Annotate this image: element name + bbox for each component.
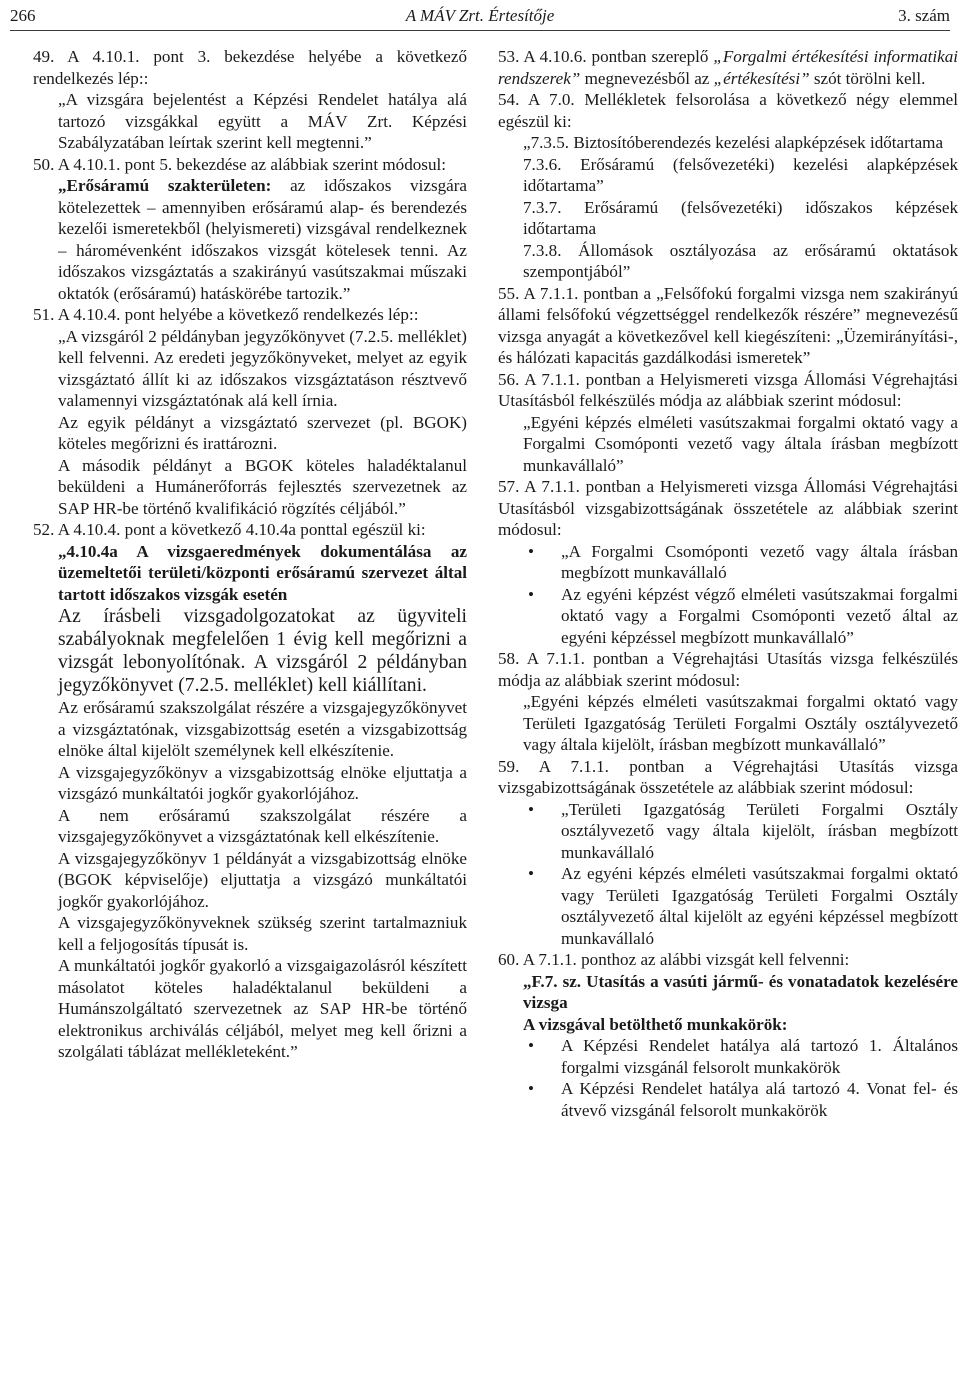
- item-59-bullet-1: [498, 799, 958, 864]
- page-number: 266: [10, 6, 36, 25]
- item-51-text-3: A második példányt a BGOK köteles haladéktalanul beküldeni a Humánerőforrás fejlesztés szervezetnek az SAP HR-be történő kvalifikáció rögzítés céljából.”: [58, 455, 467, 518]
- item-49: 49. A 4.10.1. pont 3. bekezdése helyébe a következő rendelkezés lép::: [33, 47, 467, 88]
- item-54-c: 7.3.7. Erősáramú (felsővezetéki) időszakos képzések időtartama: [523, 197, 958, 238]
- item-52-text-g: A vizsgajegyzőkönyveknek szükség szerint tartalmazniuk kell a feljogosítás típusát is.: [58, 913, 467, 954]
- item-59: 59. A 7.1.1. pontban a Végrehajtási Utasítás vizsga vizsgabizottságának összetétele az alábbiak szerint módosul:: [498, 756, 958, 797]
- item-50-bold-lead: „Erősáramú szakterületen:: [58, 176, 272, 195]
- item-56-text: „Egyéni képzés elméleti vasútszakmai forgalmi oktató vagy a Forgalmi Csomóponti vezető vagy általa írásban megbízott munkavállaló”: [523, 412, 958, 475]
- bullet-text: Az egyéni képzést végző elméleti vasútszakmai forgalmi oktató vagy a Forgalmi Csomóponti vezető által az egyéni képzéssel megbízott munkavállaló”: [561, 584, 958, 647]
- left-column: [33, 46, 467, 1063]
- bullet-text: A Képzési Rendelet hatálya alá tartozó 4. Vonat fel- és átvevő vizsgánál felsorolt munkakörök: [561, 1079, 958, 1120]
- bullet-text: „A Forgalmi Csomóponti vezető vagy általa írásban megbízott munkavállaló: [561, 541, 958, 582]
- bullet-icon: •: [528, 1079, 534, 1098]
- bullet-icon: •: [528, 799, 534, 819]
- item-52-text-c: Az erősáramú szakszolgálat részére a vizsgajegyzőkönyvet a vizsgáztatónak, vizsgabizottság esetén a vizsgabizottság elnöke által kijelölt személynek kell elkészítenie.: [58, 698, 467, 760]
- item-58-text: „Egyéni képzés elméleti vasútszakmai forgalmi oktató vagy Területi Igazgatóság Területi Forgalmi Osztály osztályvezető vagy általa kijelölt, írásban megbízott munkavállaló”: [523, 692, 958, 754]
- item-52-heading: „4.10.4a A vizsgaeredmények dokumentálása az üzemeltetői területi/központi erősáramú szervezet által tartott időszakos vizsgák esetén: [58, 541, 467, 604]
- item-52: 52. A 4.10.4. pont a következő 4.10.4a ponttal egészül ki:: [33, 520, 426, 539]
- item-59-bullet-2: [498, 863, 958, 949]
- bullet-icon: •: [528, 864, 534, 883]
- item-57: 57. A 7.1.1. pontban a Helyismereti vizsga Állomási Végrehajtási Utasításból vizsgabizottságának összetétele az alábbiak szerint módosul:: [498, 477, 958, 539]
- issue-number: 3. szám: [898, 6, 950, 25]
- item-60-bullet-2: [498, 1078, 958, 1121]
- bullet-icon: •: [528, 541, 534, 561]
- item-49-text: „A vizsgára bejelentést a Képzési Rendelet hatálya alá tartozó vizsgákkal együtt a MÁV Zrt. Képzési Szabályzatában leírtak szerint kell megtenni.”: [58, 90, 467, 152]
- item-52-text-d: A vizsgajegyzőkönyv a vizsgabizottság elnöke eljuttatja a vizsgázó munkáltatói jogkőr gyakorlójához.: [58, 762, 467, 803]
- item-60: 60. A 7.1.1. ponthoz az alábbi vizsgát kell felvenni:: [498, 950, 850, 969]
- item-51-text: „A vizsgáról 2 példányban jegyzőkönyvet (7.2.5. melléklet) kell felvenni. Az eredeti jegyzőkönyveket, melyet az egyik vizsgáztató állít ki az időszakos vizsgáztatáson résztvevő valamennyi vizsgáztatónak alá kell írnia.: [58, 326, 467, 410]
- item-52-large-text: Az írásbeli vizsgadolgozatokat az ügyviteli szabályoknak megfelelően 1 évig kell megőrizni a vizsgát lebonyolítónak. A vizsgáról 2 példányban jegyzőkönyvet (7.2.5. melléklet) kell kiállítani.: [58, 606, 467, 696]
- item-53-italic-1: „Forgalmi értékesítési informatikai rendszerek”: [498, 47, 958, 88]
- item-54-a: „7.3.5. Biztosítóberendezés kezelési alapképzések időtartama: [523, 133, 944, 152]
- item-50: 50. A 4.10.1. pont 5. bekezdése az alábbiak szerint módosul:: [33, 154, 447, 174]
- item-58: 58. A 7.1.1. pontban a Végrehajtási Utasítás vizsga felkészülés módja az alábbiak szerint módosul:: [498, 649, 958, 690]
- bullet-icon: •: [528, 1036, 534, 1055]
- item-53-post: szót törölni kell.: [809, 68, 926, 88]
- item-51-text-2: Az egyik példányt a vizsgáztató szervezet (pl. BGOK) köteles megőrizni és irattározni.: [58, 412, 467, 453]
- item-54: 54. A 7.0. Mellékletek felsorolása a következő négy elemmel egészül ki:: [498, 90, 958, 131]
- bullet-text: A Képzési Rendelet hatálya alá tartozó 1. Általános forgalmi vizsgánál felsorolt munkakörök: [561, 1036, 958, 1077]
- item-53-mid: megnevezésből az: [580, 68, 714, 88]
- item-52-text-f: A vizsgajegyzőkönyv 1 példányát a vizsgabizottság elnöke (BGOK képviselője) eljuttatja a vizsgázó munkáltatói jogkőr gyakorlójához.: [58, 848, 467, 911]
- item-55: 55. A 7.1.1. pontban a „Felsőfokú forgalmi vizsga nem szakirányú állami felsőfokú végzettséggel rendelkezők részére” megnevezésű vizsga anyagát a következővel kell kiegészíteni: „Üzemirányítási-, és hálózati kapacitás gazdálkodási ismeretek”: [498, 283, 958, 367]
- page-header: [10, 4, 950, 31]
- item-53-italic-2: „értékesítési”: [713, 68, 810, 88]
- item-56: 56. A 7.1.1. pontban a Helyismereti vizsga Állomási Végrehajtási Utasításból felkészülés módja az alábbiak szerint módosul:: [498, 369, 958, 410]
- journal-title: A MÁV Zrt. Értesítője: [405, 6, 555, 25]
- item-57-bullet-1: [498, 541, 958, 584]
- item-51: 51. A 4.10.4. pont helyébe a következő rendelkezés lép::: [33, 305, 419, 324]
- bullet-text: „Területi Igazgatóság Területi Forgalmi Osztály osztályvezető vagy általa kijelölt, írásban megbízott munkavállaló: [561, 799, 958, 862]
- item-60-subtitle: A vizsgával betölthető munkakörök:: [523, 1014, 788, 1034]
- item-57-bullet-2: [498, 584, 958, 649]
- bullet-text: Az egyéni képzés elméleti vasútszakmai forgalmi oktató vagy Területi Igazgatóság Területi Forgalmi Osztály osztályvezető által kijelölt az egyéni képzéssel megbízott munkavállaló: [561, 864, 958, 948]
- item-54-b: 7.3.6. Erősáramú (felsővezetéki) kezelési alapképzések időtartama”: [523, 154, 958, 195]
- item-53: [498, 46, 958, 89]
- item-60-bullet-1: [498, 1035, 958, 1078]
- item-50-body: az időszakos vizsgára kötelezettek – amennyiben erősáramú alap- és berendezés kezelői ismeretekből (helyismereti) vizsgával rendelkeznek – háromévenként időszakos vizsgát kötelesek tenni. Az időszakos vizsgáztatás a szakirányú vasútszakmai műszaki oktatók (erősáramú) hatáskörébe tartozik.”: [58, 176, 468, 303]
- right-column: [498, 46, 958, 1121]
- item-52-text-h: A munkáltatói jogkőr gyakorló a vizsgaigazolásról készített másolatot köteles haladéktalanul beküldeni a Humánszolgáltató szervezetnek az SAP HR-be történő elektronikus archiválás céljából, melyet meg kell őrizni a szolgálati táblázat mellékleteként.”: [58, 956, 467, 1061]
- item-52-text-e: A nem erősáramú szakszolgálat részére a vizsgajegyzőkönyvet a vizsgáztatónak kell elkészítenie.: [58, 805, 467, 846]
- bullet-icon: •: [528, 584, 534, 604]
- item-53-pre: 53. A 4.10.6. pontban szereplő: [498, 47, 714, 66]
- item-54-d: 7.3.8. Állomások osztályozása az erősáramú oktatások szempontjából”: [523, 240, 958, 281]
- item-50-text: [33, 175, 467, 304]
- item-60-title: „F.7. sz. Utasítás a vasúti jármű- és vonatadatok kezelésére vizsga: [523, 971, 958, 1012]
